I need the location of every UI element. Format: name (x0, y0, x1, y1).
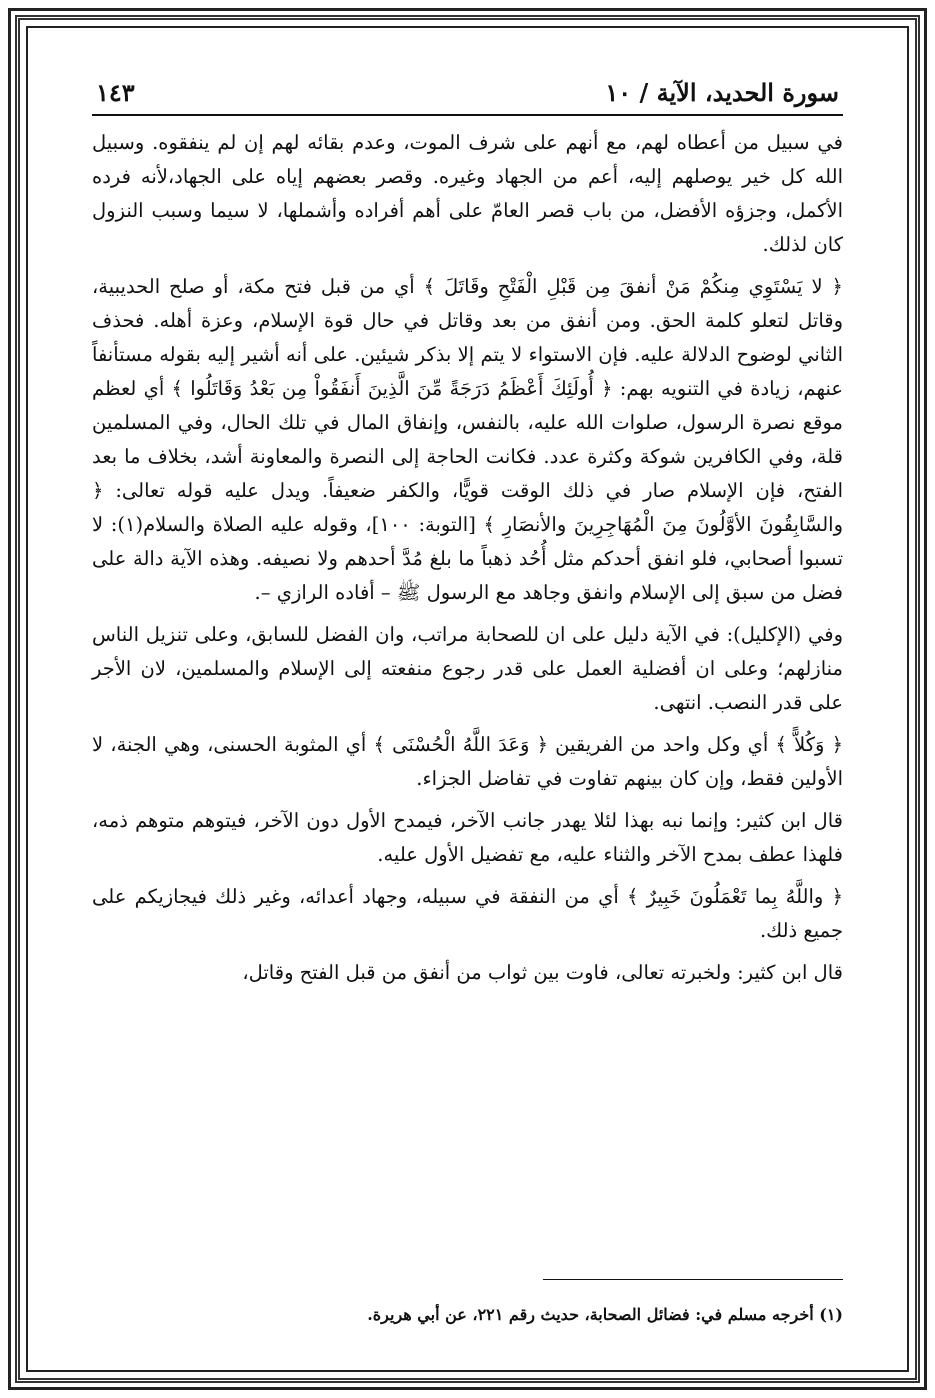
footnote-divider (543, 1279, 843, 1280)
paragraph: ﴿ واللَّهُ بِما تَعْمَلُونَ خَبِيرٌ ﴾ أي من النفقة في سبيله، وجهاد أعدائه، وغير ذلك فيجازيكم على جميع ذلك. (92, 885, 843, 942)
paragraph: قال ابن كثير: ولخبرته تعالى، فاوت بين ثواب من أنفق من قبل الفتح وقاتل، (242, 961, 843, 984)
paragraph: ﴿ لا يَسْتَوِي مِنكُمْ مَنْ أنفقَ مِن قَبْلِ الْفَتْحِ وقَاتَلَ ﴾ أي من قبل فتح مكة، أو صلح الحديبية، وقاتل لتعلو كلمة الحق. ومن أنفق من بعد وقاتل في حال قوة الإسلام، وعزة أهله. فحذف الثاني لوضوح الدلالة عليه. فإن الاستواء لا يتم إلا بذكر شيئين. على أنه أشير إليه بقوله مستأنفاً عنهم، زيادة في التنويه بهم: ﴿ أُولَئِكَ أَعْظَمُ دَرَجَةً مِّنَ الَّذِينَ أَنفَقُواْ مِن بَعْدُ وَقَاتَلُوا ﴾ أي لعظم موقع نصرة الرسول، صلوات الله عليه، بالنفس، وإنفاق المال في تلك الحال، وفي المسلمين قلة، وفي الكافرين شوكة وكثرة عدد. فكانت الحاجة إلى النصرة والمعاونة أشد، بخلاف ما بعد الفتح، فإن الإسلام صار في ذلك الوقت قويًّا، والكفر ضعيفاً. ويدل عليه قوله تعالى: ﴿ والسَّابِقُونَ الأوَّلُونَ مِنَ الْمُهَاجِرِينَ والأنصَارِ ﴾ [التوبة: ١٠٠]، وقوله عليه الصلاة والسلام(١): لا تسبوا أصحابي، فلو انفق أحدكم مثل أُحُد ذهباً ما بلغ مُدَّ أحدهم ولا نصيفه. وهذه الآية دالة على فضل من سبق إلى الإسلام وانفق وجاهد مع الرسول ﷺ – أفاده الرازي –. (92, 275, 843, 604)
page-header (92, 78, 843, 116)
body-text (92, 126, 843, 990)
page-number: ١٤٣ (96, 78, 135, 107)
running-title: سورة الحديد، الآية / ١٠ (605, 78, 839, 107)
page-content (92, 78, 843, 1338)
paragraph: قال ابن كثير: وإنما نبه بهذا لئلا يهدر جانب الآخر، فيمدح الأول دون الآخر، فيتوهم متوهم ذمه، فلهذا عطف بمدح الآخر والثناء عليه، مع تفضيل الأول عليه. (92, 809, 843, 866)
paragraph: ﴿ وَكُلاًّ ﴾ أي وكل واحد من الفريقين ﴿ وَعَدَ اللَّهُ الْحُسْنَى ﴾ أي المثوبة الحسنى، وهي الجنة، لا الأولين فقط، وإن كان بينهم تفاوت في تفاضل الجزاء. (92, 733, 843, 790)
paragraph: وفي (الإكليل): في الآية دليل على ان للصحابة مراتب، وان الفضل للسابق، وعلى تنزيل الناس منازلهم؛ وعلى ان أفضلية العمل على قدر رجوع منفعته إلى الإسلام والمسلمين، لان الأجر على قدر النصب. انتهى. (92, 623, 843, 714)
footnote: (١) أخرجه مسلم في: فضائل الصحابة، حديث رقم ٢٢١، عن أبي هريرة. (367, 1305, 843, 1324)
paragraph: في سبيل من أعطاه لهم، مع أنهم على شرف الموت، وعدم بقائه لهم إن لم ينفقوه. وسبيل الله كل خير يوصلهم إليه، أعم من الجهاد وغيره. وقصر بعضهم إياه على الجهاد،لأنه فرده الأكمل، وجزؤه الأفضل، من باب قصر العامّ على أهم أفراده وأشملها، لا سيما وسبب النزول كان لذلك. (92, 131, 843, 256)
